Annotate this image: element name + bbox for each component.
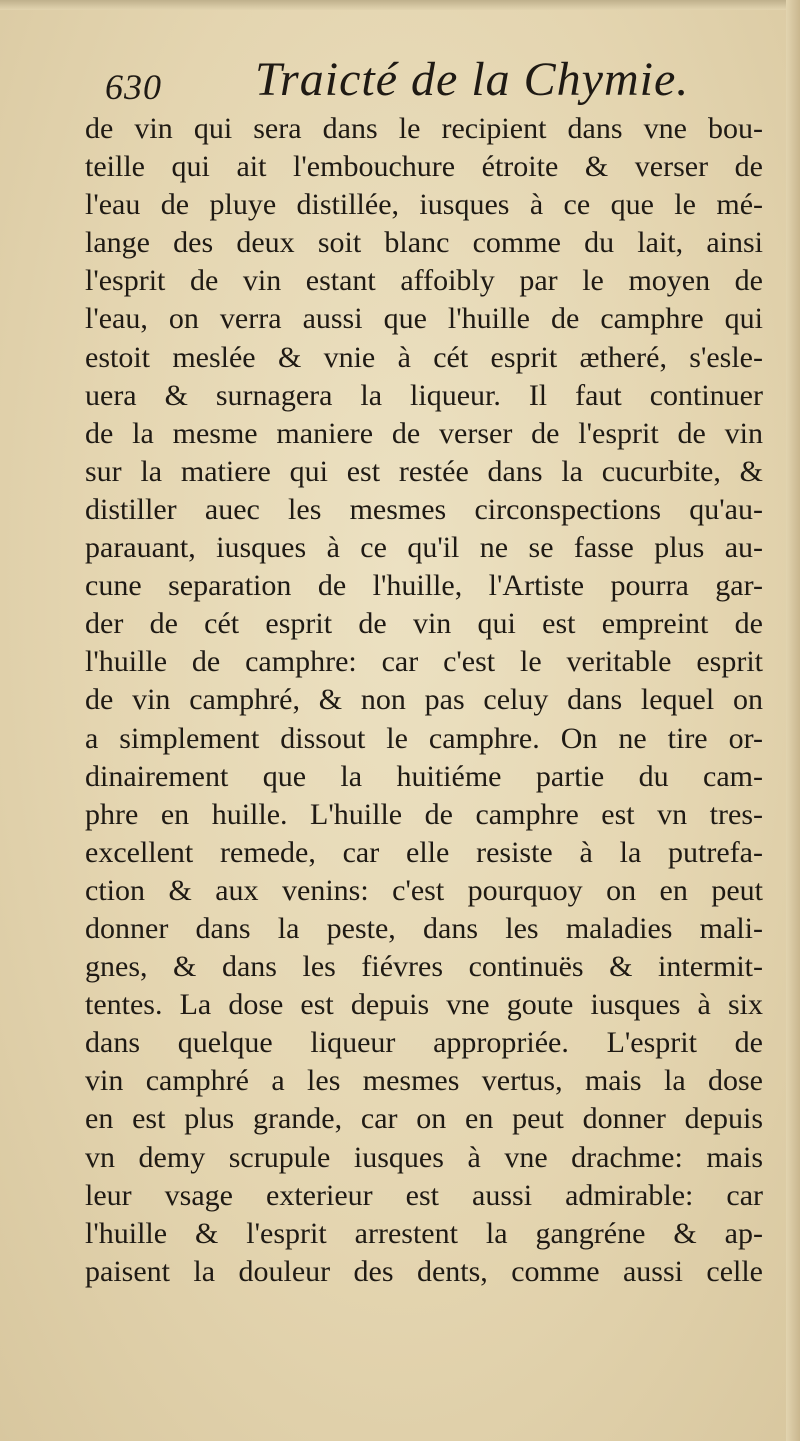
text-line: phre en huille. L'huille de camphre est vn tres- — [85, 797, 763, 831]
text-line: de vin qui sera dans le recipient dans vne bou- — [85, 112, 763, 145]
page-number: 630 — [105, 67, 162, 107]
text-line: estoit meslée & vnie à cét esprit ætheré, s'esle- — [85, 340, 763, 374]
page-top-edge — [0, 0, 800, 10]
text-line: donner dans la peste, dans les maladies mali- — [85, 911, 763, 945]
text-line: excellent remede, car elle resiste à la putrefa- — [85, 835, 763, 869]
page-gutter-edge — [786, 0, 800, 1441]
text-line: distiller auec les mesmes circonspections qu'au- — [85, 492, 763, 526]
text-line: lange des deux soit blanc comme du lait, ainsi — [85, 226, 763, 260]
text-line: vin camphré a les mesmes vertus, mais la dose — [85, 1064, 763, 1098]
text-line: l'huille & l'esprit arrestent la gangréne & ap- — [85, 1216, 763, 1250]
text-line: tentes. La dose est depuis vne goute iusques à six — [85, 988, 763, 1022]
text-line: paisent la douleur des dents, comme aussi celle — [85, 1254, 763, 1288]
text-line: vn demy scrupule iusques à vne drachme: mais — [85, 1140, 763, 1174]
text-line: cune separation de l'huille, l'Artiste pourra gar- — [85, 569, 763, 603]
text-line: parauant, iusques à ce qu'il ne se fasse plus au- — [85, 531, 763, 565]
text-line: a simplement dissout le camphre. On ne tire or- — [85, 721, 763, 755]
text-line: de la mesme maniere de verser de l'esprit de vin — [85, 416, 763, 450]
text-line: en est plus grande, car on en peut donner depuis — [85, 1102, 763, 1136]
text-line: ction & aux venins: c'est pourquoy on en peut — [85, 873, 763, 907]
text-line: l'huille de camphre: car c'est le veritable esprit — [85, 645, 763, 679]
text-line: de vin camphré, & non pas celuy dans lequel on — [85, 683, 763, 717]
text-line: gnes, & dans les fiévres continuës & intermit- — [85, 950, 763, 984]
text-line: l'eau de pluye distillée, iusques à ce que le mé- — [85, 188, 763, 222]
text-line: l'eau, on verra aussi que l'huille de camphre qui — [85, 302, 763, 336]
running-head — [105, 52, 690, 112]
text-line: dans quelque liqueur appropriée. L'esprit de — [85, 1026, 763, 1060]
running-title: Traicté de la Chymie. — [255, 53, 690, 106]
text-line: l'esprit de vin estant affoibly par le moyen de — [85, 264, 763, 298]
text-line: dinairement que la huitiéme partie du cam- — [85, 759, 763, 793]
text-line: leur vsage exterieur est aussi admirable: car — [85, 1178, 763, 1212]
body-text — [85, 110, 763, 1291]
text-line: teille qui ait l'embouchure étroite & verser de — [85, 150, 763, 184]
text-line: der de cét esprit de vin qui est empreint de — [85, 607, 763, 641]
text-line: sur la matiere qui est restée dans la cucurbite, & — [85, 454, 763, 488]
text-line: uera & surnagera la liqueur. Il faut continuer — [85, 378, 763, 412]
